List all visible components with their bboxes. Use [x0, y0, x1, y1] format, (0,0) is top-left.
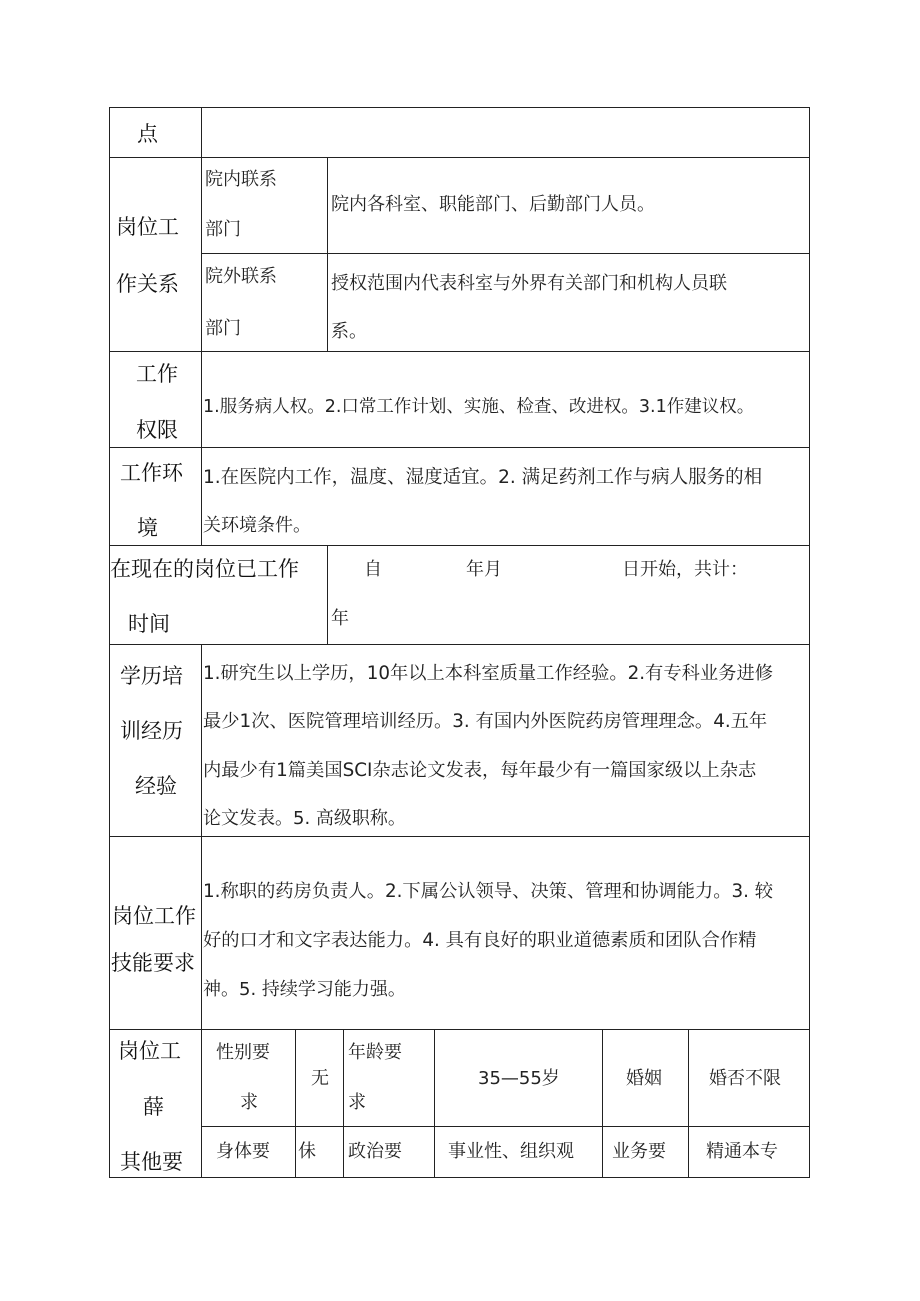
- skills-label-line1: 岗位工作: [112, 904, 196, 928]
- row-divider: [201, 1126, 810, 1127]
- relations-label-line1: 岗位工: [116, 215, 179, 239]
- row-divider: [109, 157, 810, 158]
- row-divider: [109, 351, 810, 352]
- location-label: 点: [137, 122, 158, 146]
- political-value: 事业性、组织观: [448, 1141, 574, 1162]
- row-divider: [109, 644, 810, 645]
- skills-content-line: 神。5. 持续学习能力强。: [203, 979, 406, 1000]
- education-content-line: 最少1次、医院管理培训经历。3. 有国内外医院药房管理理念。4.五年: [203, 711, 768, 732]
- col-divider: [434, 1029, 435, 1178]
- tenure-day-start: 日开始，共计：: [622, 559, 748, 580]
- skills-content-line: 好的口才和文字表达能力。4. 具有良好的职业道德素质和团队合作精: [203, 930, 757, 951]
- external-contact-label-line2: 部门: [205, 318, 241, 339]
- education-content-line: 论文发表。5. 高级职称。: [203, 808, 406, 829]
- education-label-line2: 训经历: [120, 719, 183, 743]
- gender-value: 无: [311, 1068, 329, 1089]
- table-border-bottom: [109, 1177, 810, 1178]
- age-label-line2: 求: [348, 1092, 366, 1113]
- table-border-left: [109, 107, 110, 1178]
- education-label-line1: 学历培: [120, 664, 183, 688]
- business-value: 精通本专: [706, 1141, 778, 1162]
- tenure-year-month: 年月: [466, 559, 502, 580]
- other-label-line3: 其他要: [120, 1150, 183, 1174]
- col-divider: [602, 1029, 603, 1178]
- row-divider: [201, 253, 810, 254]
- external-contact-label-line1: 院外联系: [205, 266, 277, 287]
- col-divider: [201, 107, 202, 545]
- environment-content-line1: 1.在医院内工作，温度、湿度适宜。2. 满足药剂工作与病人服务的相: [203, 467, 763, 488]
- row-divider: [109, 545, 810, 546]
- col-divider: [295, 1029, 296, 1178]
- authority-content: 1.服务病人权。2.口常工作计划、实施、检查、改进权。3.1作建议权。: [203, 397, 755, 417]
- col-divider: [688, 1029, 689, 1178]
- tenure-label-line1: 在现在的岗位已工作: [110, 557, 299, 581]
- gender-label-line2: 求: [240, 1092, 258, 1113]
- education-label-line3: 经验: [135, 774, 177, 798]
- tenure-label-line2: 时间: [128, 612, 170, 636]
- external-contact-content-line2: 系。: [331, 321, 367, 342]
- political-label: 政治要: [348, 1141, 402, 1162]
- education-content-line: 1.研究生以上学历，10年以上本科室质量工作经验。2.有专科业务进修: [203, 663, 774, 684]
- health-value: 佅: [298, 1141, 316, 1162]
- row-divider: [109, 447, 810, 448]
- business-label: 业务要: [612, 1141, 666, 1162]
- gender-label-line1: 性别要: [216, 1042, 270, 1063]
- col-divider: [327, 545, 328, 644]
- relations-label-line2: 作关系: [116, 272, 179, 296]
- age-label-line1: 年龄要: [348, 1042, 402, 1063]
- table-border-right: [809, 107, 810, 1178]
- col-divider: [343, 1029, 344, 1178]
- tenure-from: 自: [364, 559, 382, 580]
- environment-label-line2: 境: [137, 516, 158, 540]
- authority-label-line1: 工作: [136, 362, 178, 386]
- age-value: 35—55岁: [478, 1068, 560, 1089]
- education-content-line: 内最少有1篇美国SCI杂志论文发表，每年最少有一篇国家级以上杂志: [203, 760, 757, 781]
- tenure-years: 年: [331, 608, 349, 629]
- environment-label-line1: 工作环: [120, 461, 183, 485]
- external-contact-content-line1: 授权范围内代表科室与外界有关部门和机构人员联: [331, 273, 727, 294]
- table-border-top: [109, 107, 810, 108]
- authority-label-line2: 权限: [136, 418, 178, 442]
- other-label-line2: 薛: [143, 1095, 164, 1119]
- skills-content-line: 1.称职的药房负责人。2.下属公认领导、决策、管理和协调能力。3. 较: [203, 881, 774, 902]
- marriage-label: 婚姻: [626, 1068, 662, 1089]
- other-label-line1: 岗位工: [118, 1039, 181, 1063]
- environment-content-line2: 关环境条件。: [203, 515, 311, 536]
- marriage-value: 婚否不限: [709, 1068, 781, 1089]
- row-divider: [109, 1029, 810, 1030]
- col-divider: [327, 157, 328, 351]
- row-divider: [109, 836, 810, 837]
- health-label: 身体要: [216, 1141, 270, 1162]
- col-divider: [201, 644, 202, 1178]
- internal-contact-label-line2: 部门: [205, 219, 241, 240]
- skills-label-line2: 技能要求: [111, 951, 195, 975]
- internal-contact-content: 院内各科室、职能部门、后勤部门人员。: [331, 194, 655, 215]
- internal-contact-label-line1: 院内联系: [205, 169, 277, 190]
